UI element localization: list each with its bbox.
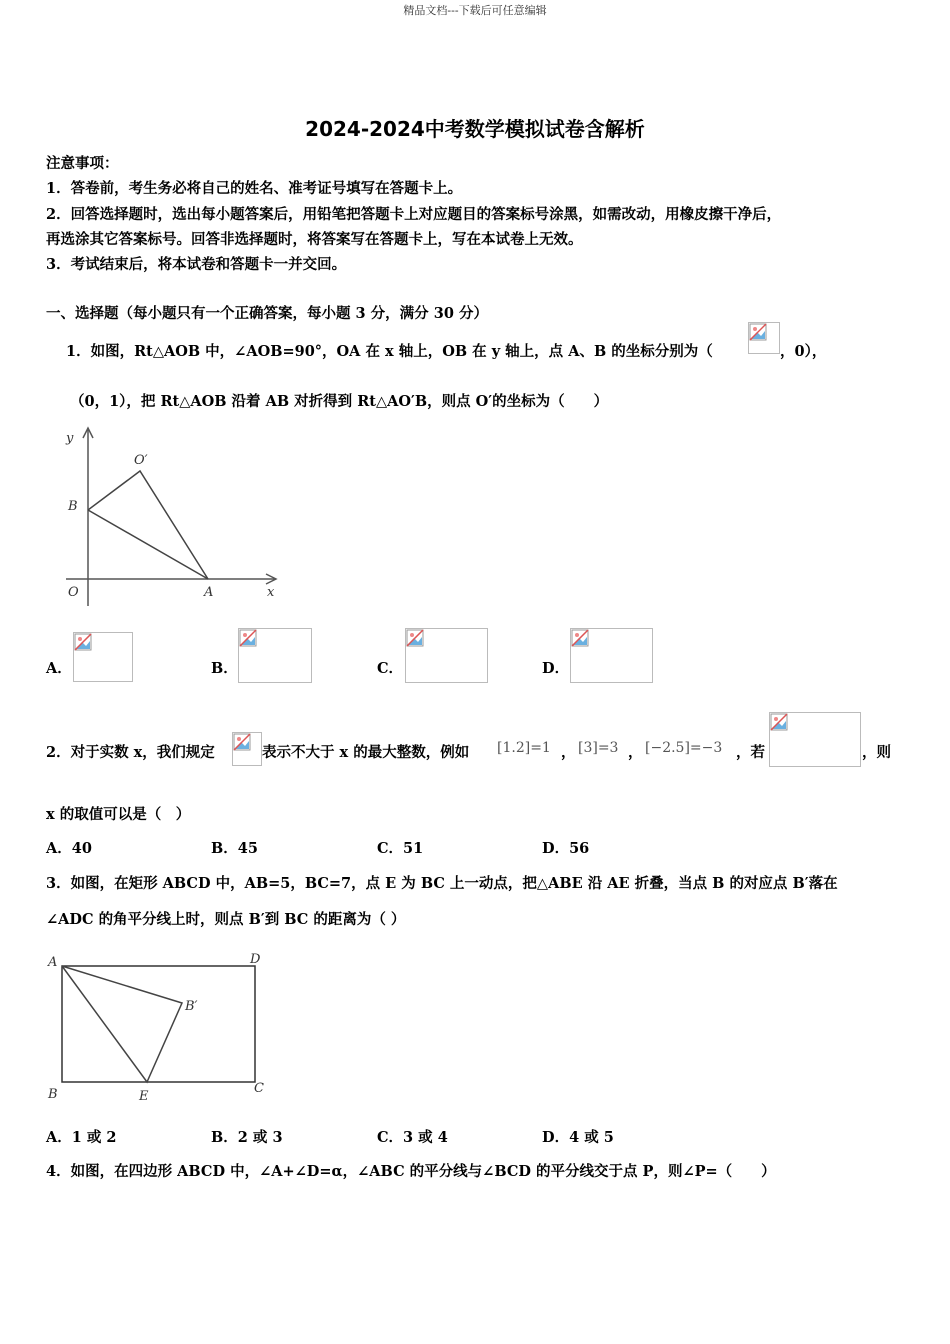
label-e: E xyxy=(139,1089,149,1104)
q1-option-c: C． xyxy=(377,660,404,677)
q2-condition-image xyxy=(769,712,861,767)
q2-text-if: ，若 xyxy=(736,744,765,761)
broken-image-icon xyxy=(770,713,788,731)
label-x: x xyxy=(267,585,275,600)
label-y: y xyxy=(66,431,74,446)
label-b: B xyxy=(48,1087,58,1102)
broken-image-icon xyxy=(233,733,251,751)
q1-text-cont: ，0）， xyxy=(780,343,827,360)
q2-text-line2: x 的取值可以是（ ） xyxy=(46,806,191,823)
q1-option-a: A． xyxy=(46,660,72,677)
q4-text: 4．如图，在四边形 ABCD 中，∠A+∠D=α，∠ABC 的平分线与∠BCD 的平分线交于点 P，则∠P=（ ） xyxy=(46,1163,776,1180)
page-header: 精品文档---下载后可任意编辑 xyxy=(403,4,547,17)
q2-text-cont: 表示不大于 x 的最大整数，例如 xyxy=(262,744,470,761)
notice-item-2-cont: 再选涂其它答案标号。回答非选择题时，将答案写在答题卡上，写在本试卷上无效。 xyxy=(46,231,583,248)
q2-example-1: [1.2]=1 xyxy=(497,740,551,756)
label-a: A xyxy=(204,585,214,600)
notice-item-3: 3．考试结束后，将本试卷和答题卡一并交回。 xyxy=(46,256,347,273)
q1-figure xyxy=(60,424,280,610)
q3-text: 3．如图，在矩形 ABCD 中，AB=5，BC=7，点 E 为 BC 上一动点，把△ABE 沿 AE 折叠，当点 B 的对应点 B′落在 xyxy=(46,875,838,892)
q3-text-line2: ∠ADC 的角平分线上时，则点 B′到 BC 的距离为（ ） xyxy=(46,911,406,928)
broken-image-icon xyxy=(239,629,257,647)
q3-option-d: D．4 或 5 xyxy=(542,1129,614,1146)
broken-image-icon xyxy=(749,323,767,341)
q3-option-c: C．3 或 4 xyxy=(377,1129,448,1146)
label-o: O xyxy=(68,585,79,600)
label-c: C xyxy=(254,1081,264,1096)
q2-example-3: [−2.5]=−3 xyxy=(645,740,723,756)
label-o-prime: O′ xyxy=(134,453,148,468)
label-b-prime: B′ xyxy=(185,999,198,1014)
q2-floor-symbol-image xyxy=(232,732,262,766)
q1-text-line2: （0，1），把 Rt△AOB 沿着 AB 对折得到 Rt△AO′B，则点 O′的坐标为（ ） xyxy=(70,393,609,410)
page-title: 2024-2024中考数学模拟试卷含解析 xyxy=(305,117,645,141)
q2-option-a: A．40 xyxy=(46,840,92,857)
q1-option-b: B． xyxy=(211,660,238,677)
rectangle-abcd xyxy=(62,966,255,1082)
q1-option-d-image xyxy=(570,628,653,683)
q1-option-d: D． xyxy=(542,660,570,677)
triangle-abo-prime xyxy=(88,471,208,579)
q2-sep-1: ， xyxy=(561,744,576,761)
notice-heading: 注意事项： xyxy=(46,155,119,172)
q1-option-c-image xyxy=(405,628,488,683)
section-heading: 一、选择题（每小题只有一个正确答案，每小题 3 分，满分 30 分） xyxy=(46,305,488,322)
q2-text-then: ，则 xyxy=(862,744,891,761)
notice-item-1: 1．答卷前，考生务必将自己的姓名、准考证号填写在答题卡上。 xyxy=(46,180,463,197)
broken-image-icon xyxy=(571,629,589,647)
q1-option-a-image xyxy=(73,632,133,682)
label-d: D xyxy=(250,952,261,967)
label-a: A xyxy=(48,955,58,970)
q2-sep-2: ， xyxy=(628,744,643,761)
q2-option-c: C．51 xyxy=(377,840,424,857)
q2-option-d: D．56 xyxy=(542,840,590,857)
triangle-ab-prime-e xyxy=(62,966,182,1082)
q3-figure xyxy=(44,946,274,1104)
broken-image-icon xyxy=(406,629,424,647)
q1-text: 1．如图，Rt△AOB 中，∠AOB=90°，OA 在 x 轴上，OB 在 y 轴上，点 A、B 的坐标分别为（ xyxy=(66,343,713,360)
notice-item-2: 2．回答选择题时，选出每小题答案后，用铅笔把答题卡上对应题目的答案标号涂黑，如需改动，用橡皮擦干净后， xyxy=(46,206,782,223)
q1-inline-image xyxy=(748,322,780,354)
q2-option-b: B．45 xyxy=(211,840,258,857)
q3-option-a: A．1 或 2 xyxy=(46,1129,117,1146)
q2-text: 2．对于实数 x，我们规定 xyxy=(46,744,215,761)
q1-option-b-image xyxy=(238,628,312,683)
broken-image-icon xyxy=(74,633,92,651)
q3-option-b: B．2 或 3 xyxy=(211,1129,283,1146)
q2-example-2: [3]=3 xyxy=(578,740,619,756)
label-b: B xyxy=(68,499,78,514)
